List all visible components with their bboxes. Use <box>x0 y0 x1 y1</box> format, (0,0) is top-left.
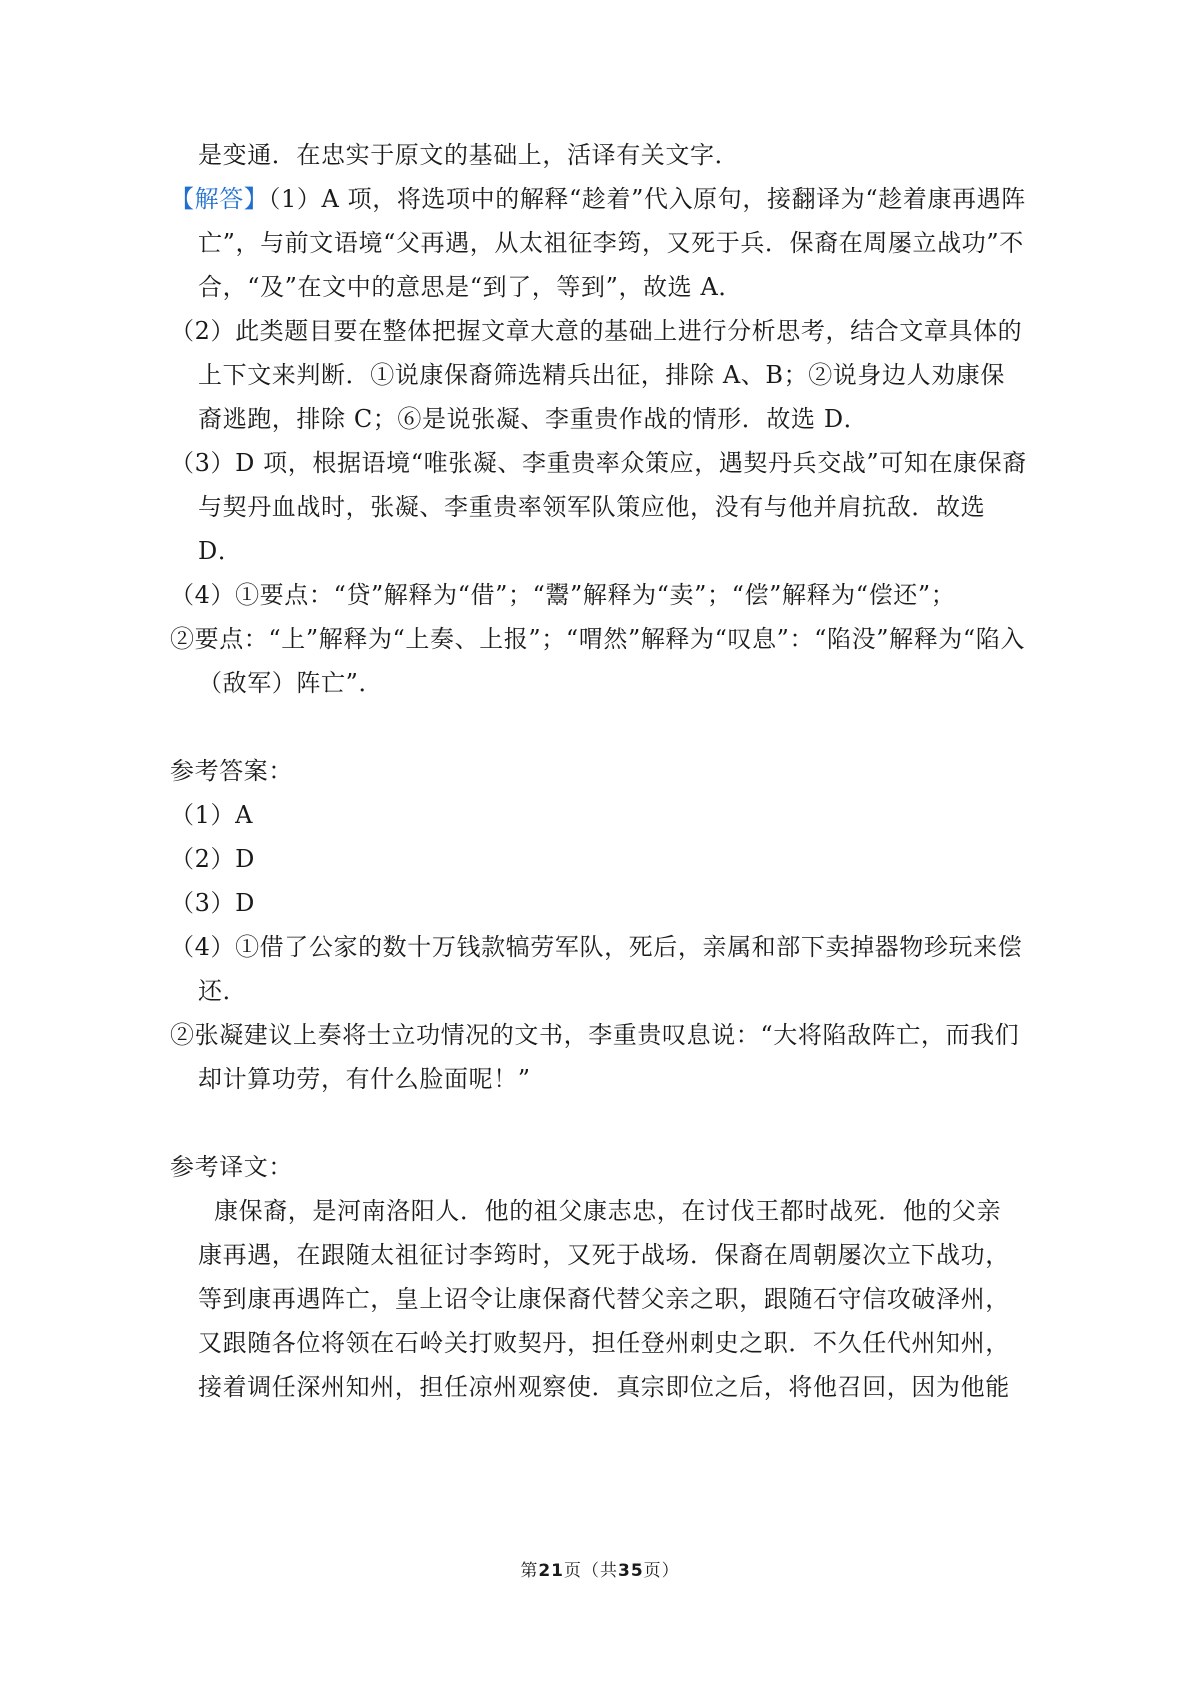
text-line-3: 亡”，与前文语境“父再遇，从太祖征李筠，又死于兵．保裔在周屡立战功”不 <box>198 229 1024 257</box>
answer-line-6: ②张凝建议上奏将士立功情况的文书，李重贵叹息说：“大将陷敌阵亡，而我们 <box>170 1021 1020 1049</box>
translation-line-5: 接着调任深州知州，担任凉州观察使．真宗即位之后，将他召回，因为他能 <box>198 1373 1010 1401</box>
text-line-9: 与契丹血战时，张凝、李重贵率领军队策应他，没有与他并肩抗敌．故选 <box>198 493 986 521</box>
answer-line-1: （1）A <box>170 801 254 829</box>
text-line-7: 裔逃跑，排除 C；⑥是说张凝、李重贵作战的情形．故选 D． <box>198 405 869 433</box>
footer-middle: 页（共 <box>564 1561 618 1581</box>
answer-line-5: 还． <box>198 977 248 1005</box>
translation-line-4: 又跟随各位将领在石岭关打败契丹，担任登州刺史之职．不久任代州知州， <box>198 1329 1010 1357</box>
text-line-1: 是变通．在忠实于原文的基础上，活译有关文字． <box>198 141 740 169</box>
text-line-6: 上下文来判断．①说康保裔筛选精兵出征，排除 A、B；②说身边人劝康保 <box>198 361 1005 389</box>
reference-translation-heading: 参考译文： <box>170 1153 293 1181</box>
text-line-11: （4）①要点：“贷”解释为“借”；“鬻”解释为“卖”；“偿”解释为“偿还”； <box>170 581 956 609</box>
footer-prefix: 第 <box>520 1561 539 1581</box>
answer-line-7: 却计算功劳，有什么脸面呢！” <box>198 1065 531 1093</box>
translation-line-3: 等到康再遇阵亡，皇上诏令让康保裔代替父亲之职，跟随石守信攻破泽州， <box>198 1285 1010 1313</box>
answer-line-4: （4）①借了公家的数十万钱款犒劳军队，死后，亲属和部下卖掉器物珍玩来偿 <box>170 933 1023 961</box>
text-line-12: ②要点：“上”解释为“上奏、上报”；“喟然”解释为“叹息”：“陷没”解释为“陷入 <box>170 625 1025 653</box>
text-line-13: （敌军）阵亡”． <box>198 669 384 697</box>
answer-tag: 【解答】 <box>170 185 269 213</box>
footer-suffix: 页） <box>643 1561 680 1581</box>
text-line-4: 合，“及”在文中的意思是“到了，等到”，故选 A． <box>198 273 744 301</box>
text-line-8: （3）D 项，根据语境“唯张凝、李重贵率众策应，遇契丹兵交战”可知在康保裔 <box>170 449 1027 477</box>
translation-line-2: 康再遇，在跟随太祖征讨李筠时，又死于战场．保裔在周朝屡次立下战功， <box>198 1241 1010 1269</box>
page-number: 21 <box>538 1561 564 1581</box>
answer-line-3: （3）D <box>170 889 255 917</box>
total-pages: 35 <box>618 1561 644 1581</box>
page-footer <box>0 1556 1200 1581</box>
text-line-10: D． <box>198 537 243 565</box>
text-line-5: （2）此类题目要在整体把握文章大意的基础上进行分析思考，结合文章具体的 <box>170 317 1023 345</box>
translation-line-1: 康保裔，是河南洛阳人．他的祖父康志忠，在讨伐王都时战死．他的父亲 <box>214 1197 1002 1225</box>
text-line-2: 【解答】（1）A 项，将选项中的解释“趁着”代入原句，接翻译为“趁着康再遇阵 <box>170 185 1026 213</box>
reference-answer-heading: 参考答案： <box>170 757 293 785</box>
answer-line-2: （2）D <box>170 845 255 873</box>
